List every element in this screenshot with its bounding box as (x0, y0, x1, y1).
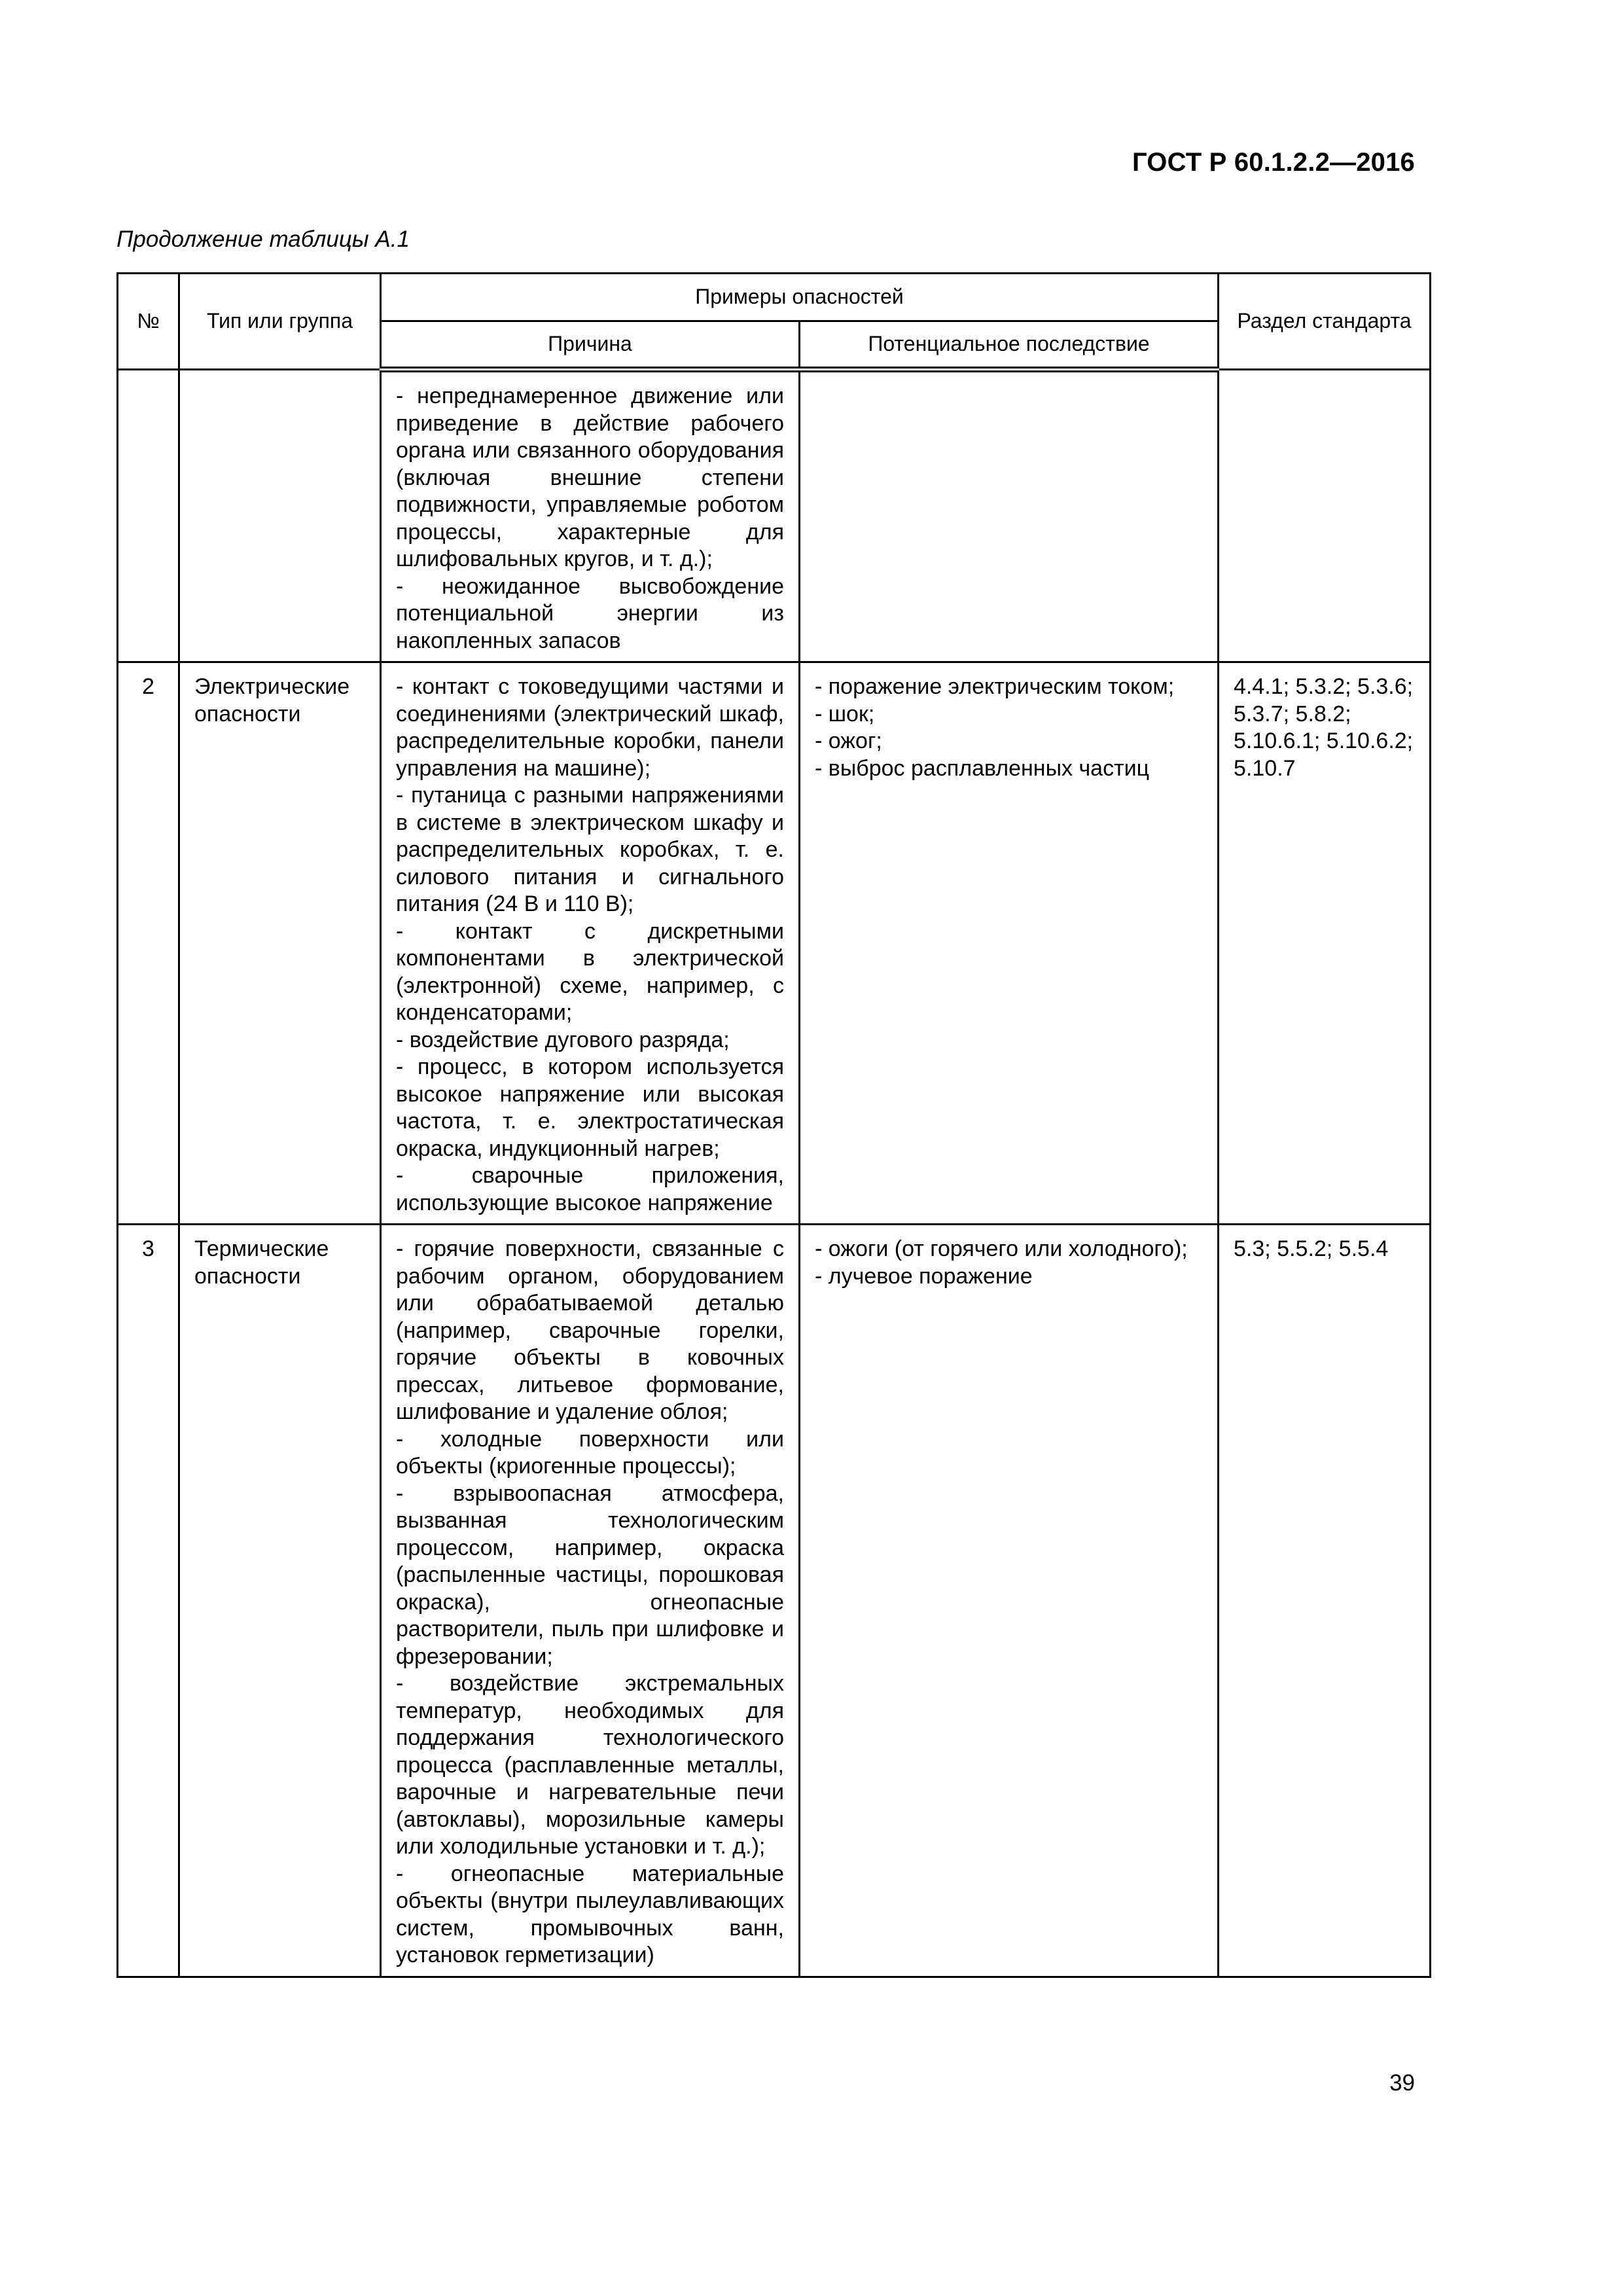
consequence-item: - выброс расплавленных частиц (815, 755, 1150, 781)
header-type: Тип или группа (179, 274, 381, 370)
header-section: Раздел стандарта (1219, 274, 1431, 370)
row-section: 4.4.1; 5.3.2; 5.3.6; 5.3.7; 5.8.2; 5.10.6.1; 5.10.6.2; 5.10.7 (1219, 662, 1431, 1225)
row-cause (381, 1225, 800, 1977)
consequence-item: - ожоги (от горячего или холодного); (815, 1236, 1188, 1261)
cause-item: - сварочные приложения, использующие высокое напряжение (396, 1163, 784, 1215)
cause-item: - путаница с разными напряжениями в системе в электрическом шкафу и распределительных коробках, т. е. силового питания и сигнального питания (24 В и 110 В); (396, 783, 784, 916)
header-cause: Причина (381, 321, 800, 370)
page-header-standard-code: ГОСТ Р 60.1.2.2—2016 (1132, 148, 1415, 177)
row-section: 5.3; 5.5.2; 5.5.4 (1219, 1225, 1431, 1977)
row-type: Термические опасности (179, 1225, 381, 1977)
consequence-item: - поражение электрическим током; (815, 674, 1175, 699)
row-cause (381, 370, 800, 662)
row-num (118, 370, 179, 662)
table-row (118, 1225, 1431, 1977)
header-num: № (118, 274, 179, 370)
consequence-item: - ожог; (815, 728, 882, 753)
header-examples: Примеры опасностей (381, 274, 1219, 321)
row-type (179, 370, 381, 662)
cause-item: - воздействие экстремальных температур, необходимых для поддержания технологического процесса (расплавленные металлы, варочные и нагревательные печи (автоклавы), морозильные камеры или холодильные установки и т. д.); (396, 1671, 784, 1859)
header-consequence: Потенциальное последствие (800, 321, 1219, 370)
row-type: Электрические опасности (179, 662, 381, 1225)
row-cause (381, 662, 800, 1225)
cause-item: - огнеопасные материальные объекты (внутри пылеулавливающих систем, промывочных ванн, установок герметизации) (396, 1861, 784, 1967)
hazards-table (116, 272, 1431, 1978)
row-consequence (800, 662, 1219, 1225)
consequence-item: - лучевое поражение (815, 1263, 1033, 1289)
cause-item: - холодные поверхности или объекты (криогенные процессы); (396, 1426, 784, 1479)
cause-item: - взрывоопасная атмосфера, вызванная технологическим процессом, например, окраска (распыленные частицы, порошковая окраска), огнеопасные растворители, пыль при шлифовке и фрезеровании; (396, 1480, 784, 1669)
cause-item: - непреднамеренное движение или приведение в действие рабочего органа или связанного оборудования (включая внешние степени подвижности, управляемые роботом процессы, характерные для шлифовальных кругов, и т. д.); (396, 384, 784, 571)
cause-item: - горячие поверхности, связанные с рабочим органом, оборудованием или обрабатываемой деталью (например, сварочные горелки, горячие объекты в ковочных прессах, литьевое формование, шлифование и удаление облоя; (396, 1236, 784, 1424)
row-consequence (800, 1225, 1219, 1977)
cause-item: - контакт с токоведущими частями и соединениями (электрический шкаф, распределительные коробки, панели управления на машине); (396, 674, 784, 781)
page-number: 39 (1389, 2070, 1415, 2096)
consequence-item: - шок; (815, 701, 875, 726)
cause-item: - контакт с дискретными компонентами в электрической (электронной) схеме, например, с конденсаторами; (396, 918, 784, 1025)
table-row (118, 370, 1431, 662)
cause-item: - воздействие дугового разряда; (396, 1027, 730, 1052)
table-caption: Продолжение таблицы А.1 (116, 226, 410, 252)
cause-item: - неожиданное высвобождение потенциальной энергии из накопленных запасов (396, 573, 784, 653)
row-section (1219, 370, 1431, 662)
row-num: 2 (118, 662, 179, 1225)
row-num: 3 (118, 1225, 179, 1977)
cause-item: - процесс, в котором используется высокое напряжение или высокая частота, т. е. электростатическая окраска, индукционный нагрев; (396, 1054, 784, 1161)
row-consequence (800, 370, 1219, 662)
table-row (118, 662, 1431, 1225)
